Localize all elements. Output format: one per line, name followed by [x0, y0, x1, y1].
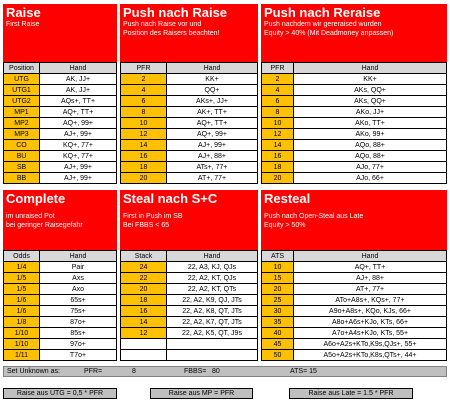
row-hand-cell: A5o+A2s+KTo,K8s,QTs+, 44+ [294, 350, 447, 361]
steal-table [120, 250, 258, 361]
row-key-cell: 18 [121, 162, 167, 173]
table-row [121, 328, 258, 339]
push-raise-header [120, 4, 258, 62]
row-hand-cell: 22, A3, KJ, QJs [167, 262, 258, 273]
row-hand-cell: KK+ [167, 74, 258, 85]
row-key-cell: 6 [262, 96, 294, 107]
steal-header [120, 190, 258, 250]
complete-panel [3, 190, 117, 361]
row-key-cell: MP2 [4, 118, 40, 129]
steal-panel [120, 190, 258, 361]
row-hand-cell: 22, A2, K9, QJ, JTs [167, 295, 258, 306]
resteal-header [261, 190, 447, 250]
row-hand-cell: AKo, 99+ [294, 129, 447, 140]
row-hand-cell: 22, A2, K5, QT, J9s [167, 328, 258, 339]
row-key-cell: 16 [121, 306, 167, 317]
raise-table [3, 62, 117, 184]
row-key-cell: BU [4, 151, 40, 162]
raise-title: Raise [6, 5, 41, 20]
row-key-cell: 15 [262, 273, 294, 284]
row-key-cell: 20 [262, 173, 294, 184]
table-row [121, 350, 258, 361]
row-key-cell: 1/4 [4, 262, 40, 273]
table-row [121, 107, 258, 118]
table-row [4, 118, 117, 129]
note-late: Raise aus Late = 1.5 * PFR [289, 388, 413, 399]
row-hand-cell: 22, A2, K8, QT, JTs [167, 306, 258, 317]
row-key-cell: 8 [121, 107, 167, 118]
row-key-cell: 35 [262, 317, 294, 328]
row-hand-cell: KQ+, 77+ [40, 140, 117, 151]
column-header-key: ATS [262, 251, 294, 262]
note-utg: Raise aus UTG = 0,5 * PFR [3, 388, 117, 399]
row-hand-cell: AT+, 77+ [294, 284, 447, 295]
column-header-key: PFR [262, 63, 294, 74]
table-row [121, 162, 258, 173]
row-hand-cell: 87o+ [40, 317, 117, 328]
row-key-cell: 14 [262, 140, 294, 151]
table-row [121, 96, 258, 107]
row-hand-cell: AJo, 77+ [294, 162, 447, 173]
table-row [4, 107, 117, 118]
row-key-cell: 12 [262, 129, 294, 140]
table-row [4, 339, 117, 350]
ats-value: ATS= 15 [290, 368, 317, 375]
row-hand-cell: 22, A2, KT, QJs [167, 273, 258, 284]
row-hand-cell: KQ+, 77+ [40, 151, 117, 162]
row-hand-cell: A9o+A8s+, KQo, KJs, 66+ [294, 306, 447, 317]
push-reraise-header [261, 4, 447, 62]
row-key-cell: UTG2 [4, 96, 40, 107]
table-header-row [262, 251, 447, 262]
table-header-row [4, 63, 117, 74]
row-key-cell: BB [4, 173, 40, 184]
table-row [4, 306, 117, 317]
row-hand-cell: AQo, 88+ [294, 140, 447, 151]
row-key-cell [121, 350, 167, 361]
table-row [262, 273, 447, 284]
table-row [262, 151, 447, 162]
row-key-cell: 50 [262, 350, 294, 361]
table-row [262, 107, 447, 118]
complete-subtitle: im unraised Pot [6, 213, 55, 220]
table-row [262, 96, 447, 107]
raise-subtitle: First Raise [6, 21, 40, 28]
set-unknown-label: Set Unknown as: [7, 368, 60, 375]
row-hand-cell: A8o+A6s+KJo, KTs, 66+ [294, 317, 447, 328]
table-row [262, 262, 447, 273]
row-key-cell: MP3 [4, 129, 40, 140]
row-hand-cell: AKo, JJ+ [294, 107, 447, 118]
table-row [4, 317, 117, 328]
row-key-cell: 12 [121, 129, 167, 140]
table-row [4, 173, 117, 184]
row-key-cell: 18 [121, 295, 167, 306]
row-hand-cell: KK+ [294, 74, 447, 85]
table-header-row [121, 63, 258, 74]
table-row [121, 284, 258, 295]
row-key-cell: 10 [262, 118, 294, 129]
row-hand-cell: AQo, 88+ [294, 151, 447, 162]
table-row [4, 151, 117, 162]
table-row [121, 118, 258, 129]
table-row [262, 284, 447, 295]
column-header-hand: Hand [40, 63, 117, 74]
row-hand-cell: AKs, QQ+ [294, 85, 447, 96]
row-hand-cell: 75s+ [40, 306, 117, 317]
table-row [4, 129, 117, 140]
push-reraise-panel [261, 4, 447, 184]
table-header-row [262, 63, 447, 74]
row-key-cell: 20 [262, 284, 294, 295]
table-row [121, 262, 258, 273]
row-hand-cell: AKo, TT+ [294, 118, 447, 129]
table-row [4, 350, 117, 361]
row-hand-cell: Axs [40, 273, 117, 284]
row-key-cell: 45 [262, 339, 294, 350]
table-row [121, 129, 258, 140]
row-hand-cell: AJ+, 88+ [167, 151, 258, 162]
resteal-subtitle-2: Equity > 50% [264, 222, 306, 229]
complete-header [3, 190, 117, 250]
row-hand-cell: A6o+A2s+KTo,K9s,QJs+, 55+ [294, 339, 447, 350]
row-key-cell: 1/5 [4, 273, 40, 284]
table-row [262, 118, 447, 129]
raise-panel [3, 4, 117, 184]
row-key-cell: 1/11 [4, 350, 40, 361]
steal-subtitle-2: Bei FBBS < 65 [123, 222, 170, 229]
row-hand-cell: AKs+, JJ+ [167, 96, 258, 107]
row-key-cell: 30 [262, 306, 294, 317]
row-hand-cell: Pair [40, 262, 117, 273]
table-row [121, 317, 258, 328]
table-row [262, 339, 447, 350]
resteal-panel [261, 190, 447, 361]
push-reraise-title: Push nach Reraise [264, 5, 381, 20]
row-key-cell: 40 [262, 328, 294, 339]
table-row [4, 273, 117, 284]
column-header-key: Stack [121, 251, 167, 262]
row-hand-cell: AQ+, 99+ [40, 118, 117, 129]
row-key-cell: 24 [121, 262, 167, 273]
row-hand-cell: 97o+ [40, 339, 117, 350]
row-hand-cell: AKs, QQ+ [294, 96, 447, 107]
row-key-cell: SB [4, 162, 40, 173]
column-header-key: Odds [4, 251, 40, 262]
row-hand-cell: 22, A2, K7, QT, JTs [167, 317, 258, 328]
row-hand-cell: AQ+, TT+ [167, 118, 258, 129]
note-mp: Raise aus MP = PFR [150, 388, 253, 399]
table-row [262, 129, 447, 140]
table-row [121, 74, 258, 85]
push-raise-subtitle-2: Position des Raisers beachten! [123, 30, 220, 37]
fbbs-label: FBBS= [184, 368, 207, 375]
table-row [121, 85, 258, 96]
push-reraise-table [261, 62, 447, 184]
table-row [4, 74, 117, 85]
table-row [262, 328, 447, 339]
table-row [4, 328, 117, 339]
row-hand-cell: AK, JJ+ [40, 85, 117, 96]
complete-table [3, 250, 117, 361]
column-header-hand: Hand [167, 63, 258, 74]
steal-subtitle: First in Push im SB [123, 213, 183, 220]
row-hand-cell: ATs+, 77+ [167, 162, 258, 173]
table-row [262, 306, 447, 317]
column-header-hand: Hand [167, 251, 258, 262]
table-row [121, 273, 258, 284]
table-header-row [4, 251, 117, 262]
resteal-table [261, 250, 447, 361]
table-row [121, 339, 258, 350]
row-key-cell: 16 [121, 151, 167, 162]
row-key-cell [121, 339, 167, 350]
row-key-cell: 14 [121, 140, 167, 151]
row-key-cell: 1/6 [4, 306, 40, 317]
table-row [262, 173, 447, 184]
column-header-key: Position [4, 63, 40, 74]
column-header-hand: Hand [294, 251, 447, 262]
row-key-cell: UTG [4, 74, 40, 85]
table-row [121, 306, 258, 317]
resteal-title: Resteal [264, 191, 311, 206]
column-header-hand: Hand [294, 63, 447, 74]
row-hand-cell: 85s+ [40, 328, 117, 339]
push-raise-title: Push nach Raise [123, 5, 228, 20]
row-hand-cell: AJ+, 99+ [167, 140, 258, 151]
row-hand-cell: AQ+, TT+ [294, 262, 447, 273]
push-reraise-subtitle-2: Equity > 40% (Mit Deadmoney anpassen) [264, 30, 394, 37]
row-key-cell: UTG1 [4, 85, 40, 96]
table-row [262, 162, 447, 173]
steal-title: Steal nach S+C [123, 191, 218, 206]
row-hand-cell: Axo [40, 284, 117, 295]
row-hand-cell: AJ+, 99+ [40, 162, 117, 173]
row-key-cell: 16 [262, 151, 294, 162]
row-hand-cell: AQ+, TT+ [40, 107, 117, 118]
row-key-cell: 4 [262, 85, 294, 96]
complete-title: Complete [6, 191, 66, 206]
column-header-key: PFR [121, 63, 167, 74]
row-key-cell: 12 [121, 328, 167, 339]
table-header-row [121, 251, 258, 262]
row-key-cell: 10 [121, 118, 167, 129]
row-hand-cell: ATo+A8s+, KQs+, 77+ [294, 295, 447, 306]
table-row [121, 140, 258, 151]
row-hand-cell: AK+, TT+ [167, 107, 258, 118]
row-hand-cell: 22, A2, KT, QTs [167, 284, 258, 295]
push-raise-panel [120, 4, 258, 184]
row-key-cell: 1/10 [4, 328, 40, 339]
table-row [4, 85, 117, 96]
table-row [121, 295, 258, 306]
row-key-cell: 1/6 [4, 295, 40, 306]
row-hand-cell: AJ+, 88+ [294, 273, 447, 284]
row-hand-cell [167, 350, 258, 361]
row-key-cell: MP1 [4, 107, 40, 118]
row-key-cell: 6 [121, 96, 167, 107]
table-row [262, 350, 447, 361]
row-key-cell: 22 [121, 273, 167, 284]
row-hand-cell: A7o+A4s+KJo, KTs, 55+ [294, 328, 447, 339]
row-hand-cell [167, 339, 258, 350]
row-hand-cell: AK, JJ+ [40, 74, 117, 85]
resteal-subtitle: Push nach Open-Steal aus Late [264, 213, 364, 220]
table-row [4, 262, 117, 273]
table-row [4, 140, 117, 151]
table-row [262, 85, 447, 96]
table-row [4, 295, 117, 306]
table-row [262, 295, 447, 306]
push-raise-subtitle: Push nach Raise vor und [123, 21, 202, 28]
table-row [262, 140, 447, 151]
row-key-cell: 2 [121, 74, 167, 85]
table-row [121, 173, 258, 184]
row-key-cell: 2 [262, 74, 294, 85]
row-key-cell: 8 [262, 107, 294, 118]
complete-subtitle-2: bei geringer Raisegefahr [6, 222, 83, 229]
row-hand-cell: AQs+, TT+ [40, 96, 117, 107]
row-key-cell: 1/10 [4, 339, 40, 350]
row-hand-cell: AT+, 77+ [167, 173, 258, 184]
row-key-cell: 10 [262, 262, 294, 273]
row-hand-cell: QQ+ [167, 85, 258, 96]
pfr-label: PFR= [84, 368, 103, 375]
raise-header [3, 4, 117, 62]
column-header-hand: Hand [40, 251, 117, 262]
table-row [4, 284, 117, 295]
row-hand-cell: AQ+, 99+ [167, 129, 258, 140]
fbbs-value: 80 [212, 368, 220, 375]
row-key-cell: 4 [121, 85, 167, 96]
pfr-value: 8 [132, 368, 136, 375]
table-row [262, 74, 447, 85]
push-reraise-subtitle: Push nachdem wir gereraised wurden [264, 21, 382, 28]
row-hand-cell: AJ+, 99+ [40, 173, 117, 184]
row-key-cell: 20 [121, 284, 167, 295]
table-row [4, 96, 117, 107]
row-key-cell: 18 [262, 162, 294, 173]
row-key-cell: 1/8 [4, 317, 40, 328]
row-key-cell: CO [4, 140, 40, 151]
row-key-cell: 25 [262, 295, 294, 306]
table-row [262, 317, 447, 328]
row-hand-cell: 65s+ [40, 295, 117, 306]
unknown-settings-bar [3, 366, 447, 377]
row-hand-cell: T7o+ [40, 350, 117, 361]
table-row [121, 151, 258, 162]
table-row [4, 162, 117, 173]
row-key-cell: 20 [121, 173, 167, 184]
row-hand-cell: AJ+, 99+ [40, 129, 117, 140]
row-key-cell: 14 [121, 317, 167, 328]
push-raise-table [120, 62, 258, 184]
row-hand-cell: AJo, 66+ [294, 173, 447, 184]
row-key-cell: 1/5 [4, 284, 40, 295]
